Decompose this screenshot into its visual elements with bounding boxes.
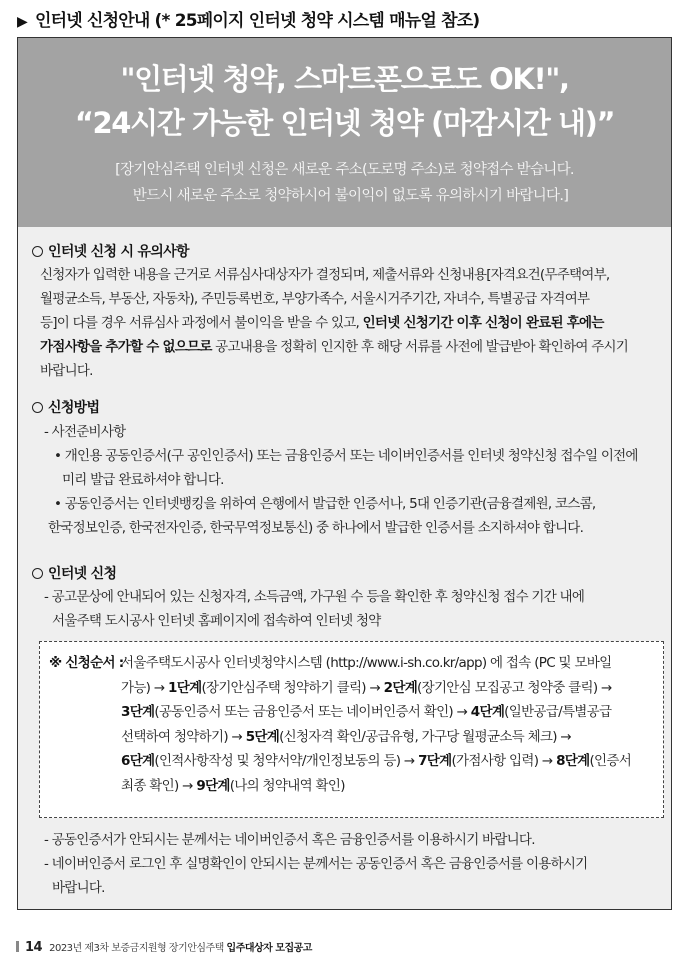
notice-heading: 인터넷 신청 시 유의사항 [32,242,657,262]
online-heading: 인터넷 신청 [32,564,657,584]
application-url[interactable]: http://www.i-sh.co.kr/app [330,655,482,671]
section-title-text: 인터넷 신청안내 (* 25페이지 인터넷 청약 시스템 매뉴얼 참조) [34,11,480,31]
page-footer: 14 2023년 제3차 보증금지원형 장기안심주택 입주대상자 모집공고 [16,939,312,955]
method-bullet-1: • 개인용 공동인증서(구 공인인증서) 또는 금융인증서 또는 네이버인증서를 인터넷 청약신청 접수일 이전에 미리 발급 완료하셔야 합니다. [54,448,638,488]
info-box [17,37,672,910]
headline-line-2: “24시간 가능한 인터넷 청약 (마감시간 내)” [74,106,615,140]
headline-line-1: "인터넷 청약, 스마트폰으로도 OK!", [120,62,569,96]
notice-emphasis-1: 인터넷 신청기간 이후 신청이 완료된 후에는 [362,315,604,331]
banner-subtext-1: [장기안심주택 인터넷 신청은 새로운 주소(도로명 주소)로 청약접수 받습니다. [115,162,574,178]
online-paragraph: - 공고문상에 안내되어 있는 신청자격, 소득금액, 가구원 수 등을 확인한 후 청약신청 접수 기간 내에 서울주택 도시공사 인터넷 홈페이지에 접속하여 인터넷 청약 [44,589,585,629]
procedure-box [39,641,664,818]
method-bullet-2: • 공동인증서는 인터넷뱅킹을 위하여 은행에서 발급한 인증서나, 5대 인증기관(금융결제원, 코스콤, 한국정보인증, 한국전자인증, 한국무역정보통신) 중 하나에서 발급한 인증서를 소지하셔야 합니다. [48,496,596,536]
footer-bar-icon [16,941,19,952]
method-heading: 신청방법 [32,398,657,418]
section-title [17,6,479,31]
circle-bullet-icon [32,246,43,257]
notice-paragraph: 신청자가 입력한 내용을 근거로 서류심사대상자가 결정되며, 제출서류와 신청내용[자격요건(무주택여부, 월평균소득, 부동산, 자동차), 주민등록번호, 부양가족수, 서울시거주기간, 자녀수, 특별공급 자격여부 등]이 다를 경우 서류심사 과정에서 불이익을 받을 수 있고, 인터넷 신청기간 이후 신청이 완료된 후에는 가점사항을 추가할 수 없으므로 공고내용을 정확히 인지한 후 해당 서류를 사전에 발급받아 확인하여 주시기 바랍니다. [40,267,629,379]
notice-emphasis-2: 가점사항을 추가할 수 없으므로 [40,339,212,355]
page-number: 14 [25,940,43,955]
procedure-steps: 서울주택도시공사 인터넷청약시스템 (http://www.i-sh.co.kr/app) 에 접속 (PC 및 모바일 가능) → 1단계(장기안심주택 청약하기 클릭) → 2단계(장기안심 모집공고 청약중 클릭) → 3단계(공동인증서 또는 금융인증서 또는 네이버인증서 확인) → 4단계(일반공급/특별공급 선택하여 청약하기) → 5단계(신청자격 확인/공급유형, 가구당 월평균소득 체크) → 6단계(인적사항작성 및 청약서약/개인정보동의 등) → 7단계(가점사항 입력) → 8단계(인증서 최종 확인) → 9단계(나의 청약내역 확인) [121,655,632,794]
circle-bullet-icon [32,402,43,413]
content-area [18,227,671,633]
headline-banner [18,38,671,227]
procedure-label: ※ 신청순서 : [49,655,124,671]
method-subheading: - 사전준비사항 [44,424,126,440]
circle-bullet-icon [32,568,43,579]
triangle-right-icon: ▶ [17,14,27,30]
banner-subtext-2: 반드시 새로운 주소로 청약하시어 불이익이 없도록 유의하시기 바랍니다.] [132,188,569,204]
notes: - 공동인증서가 안되시는 분께서는 네이버인증서 혹은 금융인증서를 이용하시기 바랍니다. - 네이버인증서 로그인 후 실명확인이 안되시는 분께서는 공동인증서 혹은 금융인증서를 이용하시기 바랍니다. [44,832,588,896]
